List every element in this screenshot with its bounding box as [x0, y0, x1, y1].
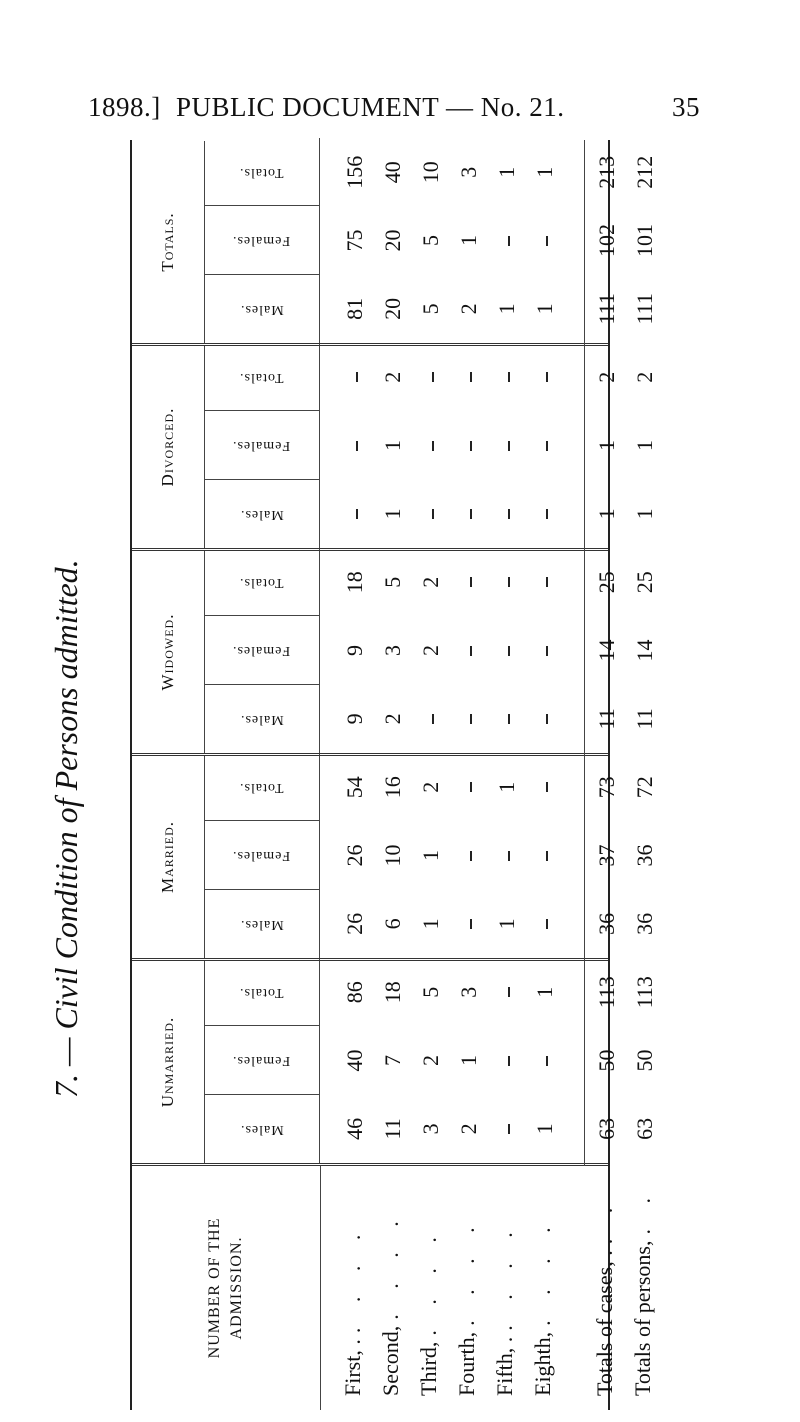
empty-dash	[546, 441, 548, 451]
table-cell: 5	[418, 303, 443, 315]
table-cell: 25	[632, 571, 657, 594]
empty-dash	[508, 987, 510, 997]
leader-dots: . . . .	[416, 1227, 441, 1336]
table-cell	[492, 821, 522, 889]
row-label-text: Third,	[416, 1341, 441, 1396]
table-cell	[492, 958, 522, 1026]
leader-dots: . . . .	[454, 1217, 479, 1326]
table-cell	[454, 480, 484, 548]
table-cell	[454, 753, 484, 821]
empty-dash	[508, 577, 510, 587]
table-cell: 111	[632, 293, 657, 325]
table-cell	[416, 411, 446, 479]
table-cell: 54	[342, 776, 367, 799]
empty-dash	[546, 577, 548, 587]
row-label-text: Totals of cases, .	[592, 1250, 617, 1396]
empty-dash	[508, 441, 510, 451]
subheader-totals	[204, 958, 320, 1026]
table-cell	[492, 685, 522, 753]
table-cell: 2	[418, 576, 443, 588]
table-cell: 73	[594, 776, 619, 799]
empty-dash	[546, 851, 548, 861]
subheader-label: Males.	[239, 711, 284, 727]
table-cell: 25	[594, 571, 619, 594]
subheader-label: Females.	[232, 643, 291, 659]
group-title: Married.	[132, 756, 205, 958]
table-cell: 11	[380, 1118, 405, 1140]
empty-dash	[356, 441, 358, 451]
table-cell: 101	[632, 224, 657, 258]
table-cell: 26	[342, 844, 367, 867]
empty-dash	[546, 646, 548, 656]
table-cell: 81	[342, 297, 367, 320]
table-cell: 40	[342, 1049, 367, 1072]
row-label-text: Second,	[378, 1325, 403, 1396]
table-cell	[454, 616, 484, 684]
empty-dash	[508, 236, 510, 246]
row-label-text: Fourth,	[454, 1331, 479, 1396]
table-cell	[530, 616, 560, 684]
table-cell	[340, 480, 370, 548]
table-cell	[454, 821, 484, 889]
table-cell	[416, 480, 446, 548]
table-cell: 212	[632, 155, 657, 189]
table-cell: 213	[594, 155, 619, 189]
table-cell: 3	[418, 1123, 443, 1135]
empty-dash	[546, 919, 548, 929]
empty-dash	[546, 509, 548, 519]
table-cell: 11	[594, 708, 619, 730]
empty-dash	[546, 236, 548, 246]
admission-column-header	[132, 1166, 321, 1410]
table-cell	[492, 411, 522, 479]
subheader-label: Totals.	[239, 574, 284, 590]
table-cell: 9	[342, 713, 367, 725]
table-cell	[530, 343, 560, 411]
table-cell: 5	[418, 235, 443, 247]
admission-header-line-2: ADMISSION.	[228, 1236, 245, 1340]
empty-dash	[470, 509, 472, 519]
empty-dash	[508, 714, 510, 724]
table-cell	[492, 343, 522, 411]
empty-dash	[432, 714, 434, 724]
table-cell	[530, 411, 560, 479]
header-year: 1898.]	[88, 92, 161, 122]
table-cell: 37	[594, 844, 619, 867]
table-cell	[530, 821, 560, 889]
table-cell	[530, 548, 560, 616]
subheader-females	[204, 616, 320, 684]
table-cell: 2	[418, 781, 443, 793]
row-label-text: First, .	[340, 1339, 365, 1396]
table-cell: 1	[380, 440, 405, 452]
group-title: Unmarried.	[132, 961, 205, 1163]
table-cell	[492, 616, 522, 684]
subheader-females	[204, 411, 320, 479]
empty-dash	[470, 441, 472, 451]
table-cell: 5	[380, 576, 405, 588]
table-cell: 86	[342, 981, 367, 1004]
table-cell: 1	[418, 918, 443, 930]
table-cell: 20	[380, 297, 405, 320]
empty-dash	[546, 782, 548, 792]
table-cell	[454, 685, 484, 753]
header-title: PUBLIC DOCUMENT — No. 21.	[176, 92, 565, 122]
table-cell: 72	[632, 776, 657, 799]
table-cell: 2	[456, 303, 481, 315]
table-cell: 6	[380, 918, 405, 930]
header-page-number: 35	[672, 92, 700, 122]
row-label	[416, 1227, 442, 1396]
table-cell: 16	[380, 776, 405, 799]
table-cell: 1	[532, 166, 557, 178]
table-cell	[530, 890, 560, 958]
subheader-label: Totals.	[239, 779, 284, 795]
subheader-label: Females.	[232, 1053, 291, 1069]
table-cell: 18	[342, 571, 367, 594]
subheader-label: Totals.	[239, 369, 284, 385]
table-cell: 1	[494, 303, 519, 315]
subheader-males	[204, 890, 320, 958]
row-label	[492, 1222, 518, 1396]
table-cell: 1	[494, 781, 519, 793]
table-cell: 1	[532, 303, 557, 315]
empty-dash	[508, 1124, 510, 1134]
subheader-label: Females.	[232, 233, 291, 249]
table-cell: 1	[632, 440, 657, 452]
group-widowed	[132, 551, 657, 756]
table-cell: 1	[594, 440, 619, 452]
subheader-label: Males.	[239, 1121, 284, 1137]
table-cell: 7	[380, 1055, 405, 1067]
subheader-label: Females.	[232, 438, 291, 454]
table-cell: 5	[418, 986, 443, 998]
empty-dash	[546, 372, 548, 382]
subheader-females	[204, 821, 320, 889]
table-cell	[340, 343, 370, 411]
empty-dash	[356, 509, 358, 519]
table-cell	[530, 685, 560, 753]
table-cell	[340, 411, 370, 479]
subheader-females	[204, 1026, 320, 1094]
empty-dash	[508, 1056, 510, 1066]
row-label-text: Fifth, .	[492, 1336, 517, 1396]
table-title: 7. — Civil Condition of Persons admitted.	[48, 559, 84, 1098]
empty-dash	[546, 1056, 548, 1066]
empty-dash	[470, 782, 472, 792]
subheader-label: Females.	[232, 848, 291, 864]
row-label	[530, 1217, 556, 1396]
table-cell: 1	[418, 850, 443, 862]
table-cell: 2	[380, 371, 405, 383]
empty-dash	[470, 646, 472, 656]
group-divorced	[132, 346, 657, 551]
civil-condition-table	[130, 140, 657, 1410]
row-label-text: Totals of persons,	[630, 1240, 655, 1396]
leader-dots: . . . .	[492, 1222, 517, 1331]
table-cell	[492, 1026, 522, 1094]
table-cell	[492, 548, 522, 616]
leader-dots: . . . .	[530, 1217, 555, 1326]
subheader-males	[204, 1095, 320, 1163]
subheader-totals	[204, 548, 320, 616]
empty-dash	[470, 851, 472, 861]
table-cell	[492, 206, 522, 274]
empty-dash	[546, 714, 548, 724]
subheader-totals	[204, 753, 320, 821]
row-label	[454, 1217, 480, 1396]
group-totals	[132, 141, 657, 346]
leader-dots: . . . .	[378, 1211, 403, 1320]
table-cell: 2	[632, 371, 657, 383]
table-cell: 2	[418, 1055, 443, 1067]
table-cell: 1	[532, 1123, 557, 1135]
table-cell: 111	[594, 293, 619, 325]
table-cell: 2	[418, 645, 443, 657]
leader-dots: . . . .	[340, 1224, 365, 1334]
table-cell	[492, 480, 522, 548]
empty-dash	[470, 919, 472, 929]
row-label-text: Eighth,	[530, 1331, 555, 1396]
table-cell: 3	[456, 986, 481, 998]
table-cell: 20	[380, 229, 405, 252]
table-cell	[416, 343, 446, 411]
table-cell: 50	[632, 1049, 657, 1072]
group-title: Totals.	[132, 141, 205, 343]
group-title: Widowed.	[132, 551, 205, 753]
table-cell: 156	[342, 155, 367, 189]
table-cell: 1	[380, 508, 405, 520]
subheader-males	[204, 275, 320, 343]
table-cell	[530, 1026, 560, 1094]
leader-dots: . .	[630, 1188, 655, 1235]
subheader-males	[204, 480, 320, 548]
table-cell: 1	[494, 918, 519, 930]
table-cell: 75	[342, 229, 367, 252]
subheader-label: Males.	[239, 301, 284, 317]
group-unmarried	[132, 961, 657, 1166]
table-cell: 10	[418, 161, 443, 184]
table-cell: 1	[594, 508, 619, 520]
subheader-totals	[204, 343, 320, 411]
table-cell: 26	[342, 912, 367, 935]
leader-dots: . .	[592, 1197, 617, 1245]
table-cell: 3	[380, 645, 405, 657]
table-cell: 1	[532, 986, 557, 998]
empty-dash	[508, 646, 510, 656]
table-cell	[454, 890, 484, 958]
table-cell: 102	[594, 224, 619, 258]
admission-column	[132, 1166, 655, 1410]
table-cell	[530, 480, 560, 548]
table-cell: 63	[594, 1117, 619, 1140]
empty-dash	[508, 851, 510, 861]
empty-dash	[470, 714, 472, 724]
table-cell: 2	[380, 713, 405, 725]
group-title: Divorced.	[132, 346, 205, 548]
table-cell: 40	[380, 161, 405, 184]
table-cell	[454, 343, 484, 411]
table-cell: 2	[594, 371, 619, 383]
row-label	[630, 1188, 656, 1396]
table-cell: 2	[456, 1123, 481, 1135]
subheader-label: Males.	[239, 506, 284, 522]
table-cell: 36	[594, 912, 619, 935]
table-cell	[454, 548, 484, 616]
table-cell: 14	[594, 639, 619, 662]
table-cell	[530, 753, 560, 821]
table-cell: 36	[632, 844, 657, 867]
page-header	[0, 0, 800, 130]
subheader-label: Totals.	[239, 164, 284, 180]
table-cell: 36	[632, 912, 657, 935]
table-cell: 14	[632, 639, 657, 662]
empty-dash	[508, 372, 510, 382]
admission-header-line-1: NUMBER OF THE	[206, 1217, 223, 1359]
subheader-label: Males.	[239, 916, 284, 932]
row-label	[592, 1198, 618, 1396]
row-label	[378, 1211, 404, 1396]
table-cell: 1	[632, 508, 657, 520]
table-cell	[492, 1095, 522, 1163]
empty-dash	[470, 577, 472, 587]
table-cell: 63	[632, 1117, 657, 1140]
table-cell: 113	[632, 976, 657, 1009]
subheader-totals	[204, 138, 320, 206]
empty-dash	[470, 372, 472, 382]
table-cell	[416, 685, 446, 753]
table-cell: 46	[342, 1117, 367, 1140]
empty-dash	[432, 441, 434, 451]
table-cell: 11	[632, 708, 657, 730]
subheader-females	[204, 206, 320, 274]
empty-dash	[356, 372, 358, 382]
empty-dash	[508, 509, 510, 519]
empty-dash	[432, 372, 434, 382]
row-label	[340, 1225, 366, 1396]
empty-dash	[432, 509, 434, 519]
table-cell: 1	[494, 166, 519, 178]
table-cell: 1	[456, 1055, 481, 1067]
table-cell: 113	[594, 976, 619, 1009]
table-cell: 1	[456, 235, 481, 247]
table-cell: 18	[380, 981, 405, 1004]
table-cell: 10	[380, 844, 405, 867]
totals-divider	[584, 140, 585, 1166]
table-cell: 9	[342, 645, 367, 657]
table-cell	[530, 206, 560, 274]
group-married	[132, 756, 657, 961]
table-cell: 3	[456, 166, 481, 178]
rotated-table	[130, 140, 657, 1410]
table-cell: 50	[594, 1049, 619, 1072]
table-cell	[454, 411, 484, 479]
subheader-males	[204, 685, 320, 753]
subheader-label: Totals.	[239, 984, 284, 1000]
